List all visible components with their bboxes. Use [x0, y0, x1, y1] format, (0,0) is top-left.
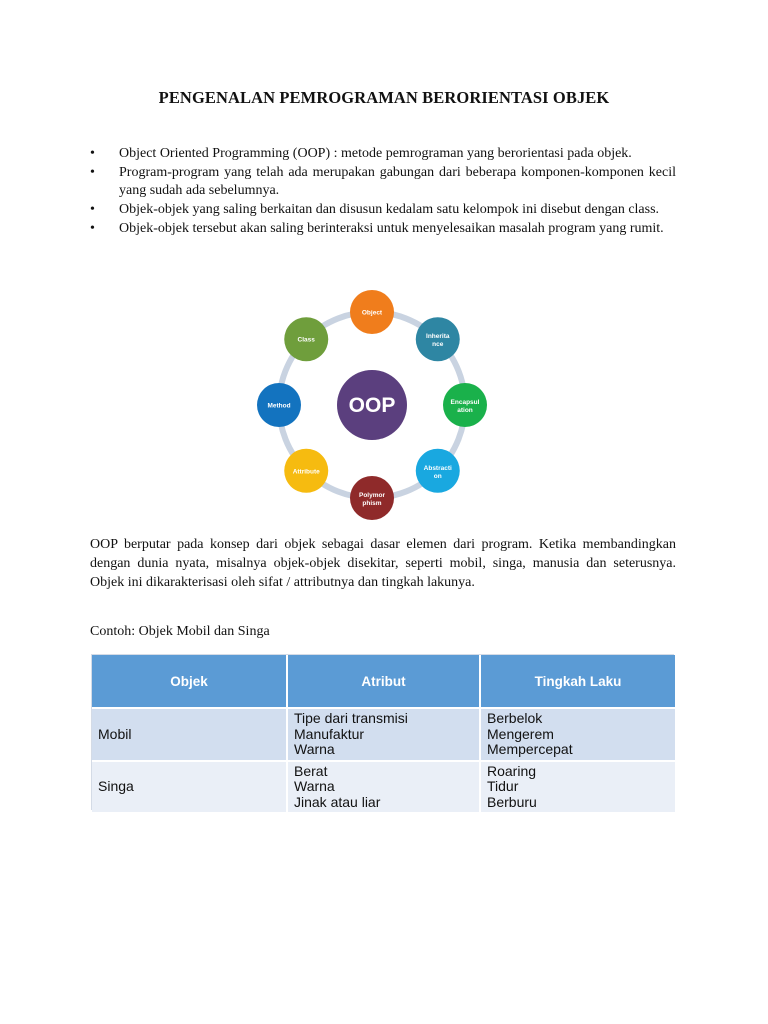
cell-atribut	[287, 761, 480, 814]
concept-node-label: Encapsul	[450, 399, 480, 406]
laku-item: Mempercepat	[487, 741, 573, 757]
atribut-item: Tipe dari transmisi	[294, 710, 408, 726]
laku-item: Roaring	[487, 762, 537, 779]
example-table-grid	[92, 655, 675, 814]
laku-item: Berbelok	[487, 710, 543, 726]
center-node-label: OOP	[348, 394, 396, 417]
atribut-item: Berat	[294, 762, 328, 779]
atribut-item: Manufaktur	[294, 725, 365, 742]
cell-atribut	[287, 708, 480, 761]
cell-objek: Mobil	[92, 708, 287, 761]
header-atribut: Atribut	[287, 655, 480, 708]
cell-tingkah-laku	[480, 761, 675, 814]
cell-tingkah-laku	[480, 708, 675, 761]
concept-node-label: ation	[457, 407, 473, 414]
atribut-item: Warna	[294, 778, 335, 794]
laku-item: Mengerem	[487, 725, 554, 742]
atribut-item: Warna	[294, 741, 335, 757]
concept-node-label: Object	[361, 309, 383, 317]
example-table	[91, 654, 674, 810]
concept-node-label: Abstracti	[423, 464, 452, 472]
concept-node-label: on	[433, 472, 442, 480]
laku-item: Berburu	[487, 793, 537, 810]
cell-objek: Singa	[92, 761, 287, 814]
concept-node-label: Class	[297, 336, 315, 344]
concept-node-label: Attribute	[292, 468, 320, 476]
bullet-item: • Objek-objek yang saling berkaitan dan disusun kedalam satu kelompok ini disebut dengan class.	[90, 201, 676, 219]
concept-node-label: Polymor	[358, 492, 386, 499]
concept-node-label: Method	[267, 402, 291, 410]
oop-diagram-svg	[254, 285, 490, 525]
page-title: PENGENALAN PEMROGRAMAN BERORIENTASI OBJEK	[158, 88, 610, 107]
header-tingkah-laku: Tingkah Laku	[480, 655, 675, 708]
concept-node-label: phism	[362, 500, 382, 507]
bullet-item: • Objek-objek tersebut akan saling berinteraksi untuk menyelesaikan masalah program yang rumit.	[90, 220, 676, 238]
oop-paragraph: OOP berputar pada konsep dari objek sebagai dasar elemen dari program. Ketika membandingkan dengan dunia nyata, misalnya objek-objek disekitar, seperti mobil, singa, manusia dan seterusnya. Objek ini dikarakterisasi oleh sifat / attributnya dan tingkah lakunya.	[90, 537, 676, 590]
bullet-list	[90, 145, 676, 239]
example-label: Contoh: Objek Mobil dan Singa	[90, 624, 270, 639]
concept-node-label: nce	[432, 341, 444, 349]
bullet-item: • Program-program yang telah ada merupakan gabungan dari beberapa komponen-komponen kecil yang sudah ada sebelumnya.	[90, 164, 676, 200]
bullet-item: • Object Oriented Programming (OOP) : metode pemrograman yang berorientasi pada objek.	[90, 145, 676, 163]
concept-node-label: Inherita	[426, 333, 450, 341]
table-row	[92, 761, 675, 814]
table-row	[92, 708, 675, 761]
laku-item: Tidur	[487, 778, 519, 794]
oop-diagram	[254, 285, 490, 525]
atribut-item: Jinak atau liar	[294, 793, 381, 810]
header-objek: Objek	[92, 655, 287, 708]
